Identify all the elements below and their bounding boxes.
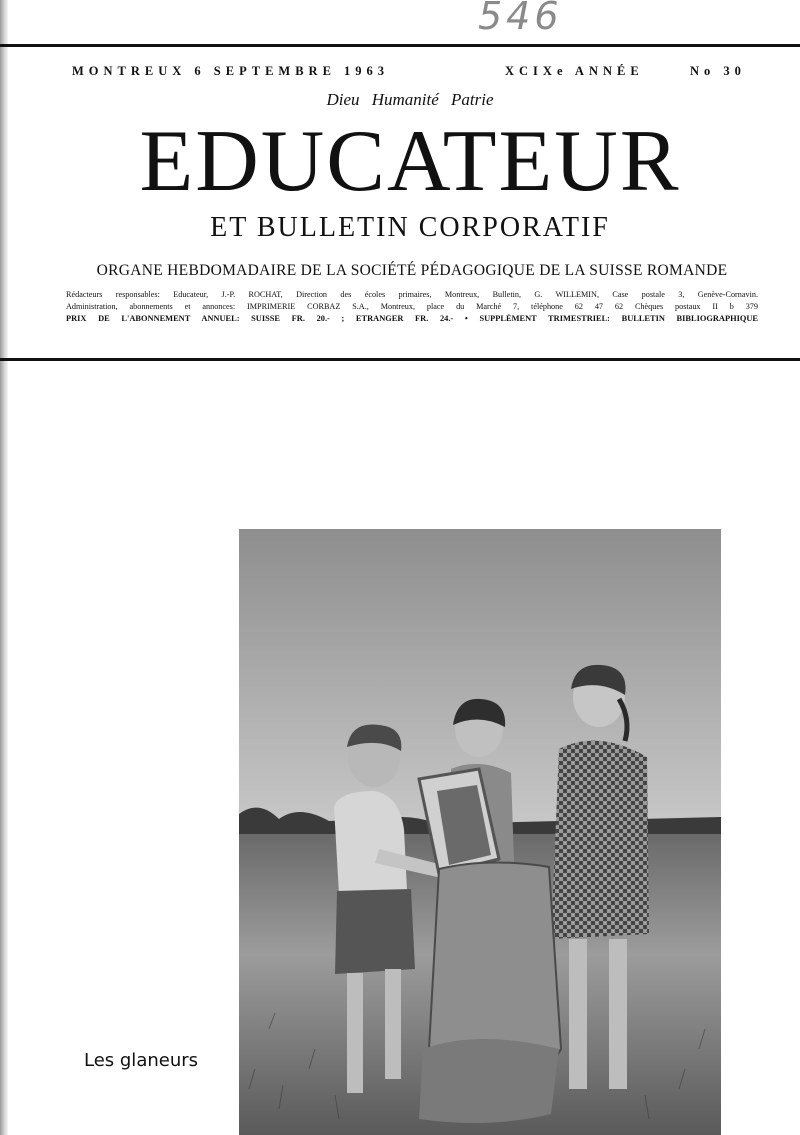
year-label: XCIXe ANNÉE — [505, 64, 644, 78]
header-top-rule — [0, 44, 800, 47]
issue-number: No 30 — [690, 64, 746, 78]
pricing-line: PRIX DE L'ABONNEMENT ANNUEL: SUISSE FR. 20.- ; ETRANGER FR. 24.- • SUPPLÉMENT TRIMESTRIEL: BULLETIN BIBLIOGRAPHIQUE — [66, 314, 758, 323]
organ-line: ORGANE HEBDOMADAIRE DE LA SOCIÉTÉ PÉDAGOGIQUE DE LA SUISSE ROMANDE — [96, 262, 728, 279]
handwritten-page-number: 546 — [478, 0, 563, 38]
motto: Dieu Humanité Patrie — [326, 90, 494, 109]
cover-photo — [239, 529, 721, 1135]
administration-line: Administration, abonnements et annonces: IMPRIMERIE CORBAZ S.A., Montreux, place du Marché 7, téléphone 62 47 62 Chèques postaux II b 379 — [66, 302, 758, 311]
masthead-subtitle: ET BULLETIN CORPORATIF — [210, 212, 610, 243]
masthead-title: EDUCATEUR — [139, 113, 681, 210]
header-bottom-rule — [0, 358, 800, 361]
place-date: MONTREUX 6 SEPTEMBRE 1963 — [72, 64, 390, 78]
photo-caption: Les glaneurs — [84, 1050, 199, 1071]
editors-line: Rédacteurs responsables: Educateur, J.-P. ROCHAT, Direction des écoles primaires, Montreux, Bulletin, G. WILLEMIN, Case postale 3, Genève-Cornavin. — [66, 290, 758, 299]
sack — [419, 862, 561, 1123]
